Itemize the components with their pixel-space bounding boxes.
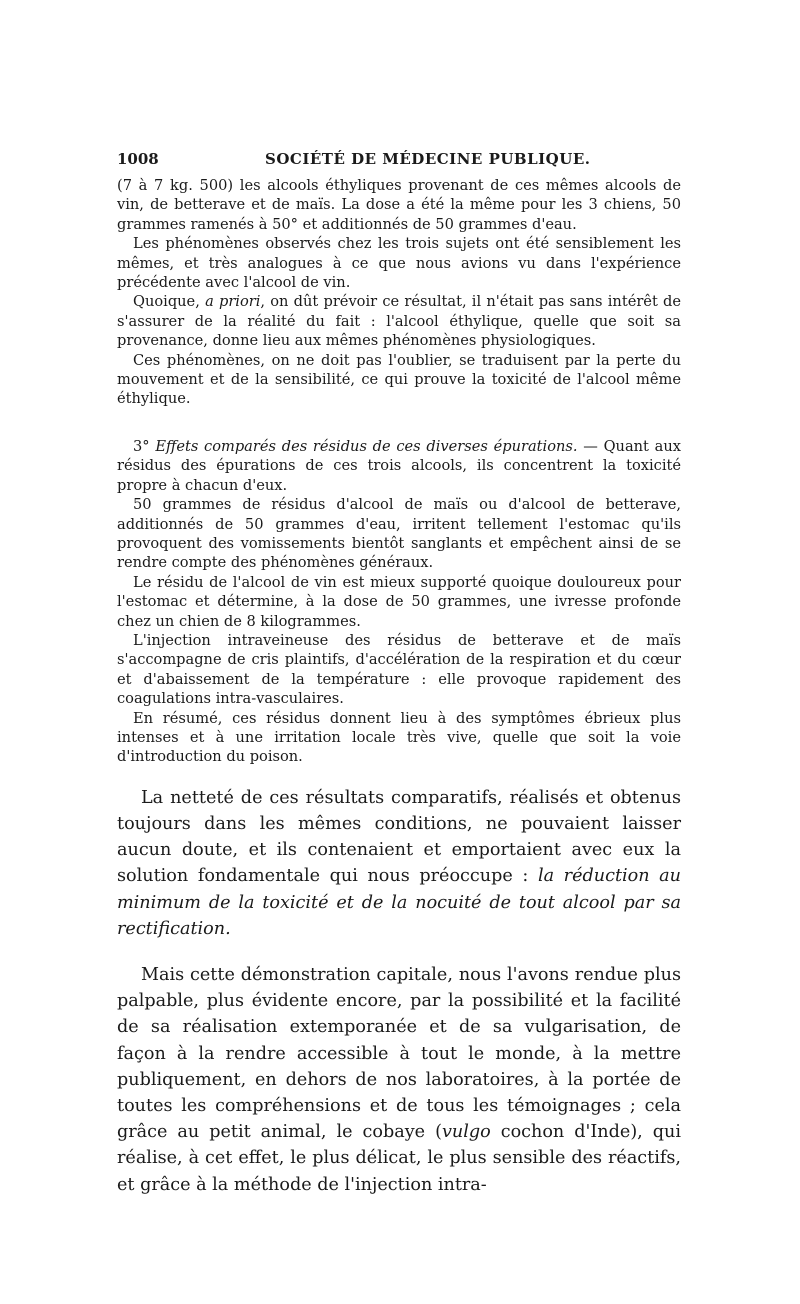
running-title: SOCIÉTÉ DE MÉDECINE PUBLIQUE.	[265, 150, 591, 168]
paragraph-4: Ces phénomènes, on ne doit pas l'oublier, se traduisent par la perte du mouvement et de la sensibilité, ce qui prouve la toxicité de l'alcool même éthylique.	[117, 351, 681, 408]
paragraph-6: 50 grammes de résidus d'alcool de maïs ou d'alcool de betterave, additionnés de 50 grammes d'eau, irritent tellement l'estomac qu'ils provoquent des vomissements bientôt sanglants et empêchent ainsi de se rendre compte des phénomènes généraux.	[117, 496, 681, 572]
document-page	[117, 150, 681, 1198]
page-number: 1008	[117, 150, 159, 168]
paragraph-9: En résumé, ces résidus donnent lieu à des symptômes ébrieux plus intenses et à une irritation locale très vive, quelle que soit la voie d'introduction du poison.	[117, 709, 681, 766]
section-3-paragraph	[117, 437, 681, 495]
paragraph-3-text-b: , on dût prévoir ce résultat, il n'était pas sans intérêt de s'assurer de la réalité du fait : l'alcool éthylique, quelle que soit sa provenance, donne lieu aux mêmes phénomènes physiologiques.	[117, 293, 681, 350]
paragraph-11-emphasis: vulgo	[441, 1122, 491, 1143]
section-title: Effets comparés des résidus de ces diverses épurations.	[155, 437, 578, 455]
section-3-text: — Quant aux résidus des épurations de ces trois alcools, ils concentrent la toxicité propre à chacun d'eux.	[117, 437, 681, 494]
paragraph-3	[117, 292, 681, 350]
section-number: 3°	[133, 437, 156, 455]
paragraph-3-text-a: Quoique,	[133, 293, 206, 311]
paragraph-3-emphasis: a priori	[205, 293, 261, 311]
paragraph-7: Le résidu de l'alcool de vin est mieux supporté quoique douloureux pour l'estomac et détermine, à la dose de 50 grammes, une ivresse profonde chez un chien de 8 kilogrammes.	[117, 573, 681, 630]
main-text-section	[117, 785, 681, 1198]
paragraph-11-text-b: cochon d'Inde), qui réalise, à cet effet, le plus délicat, le plus sensible des réactifs, et grâce à la méthode de l'injection intra-	[117, 1122, 681, 1195]
paragraph-10	[117, 785, 681, 942]
paragraph-8: L'injection intraveineuse des résidus de betterave et de maïs s'accompagne de cris plaintifs, d'accélération de la respiration et du cœur et d'abaissement de la température : elle provoque rapidement des coagulations intra-vasculaires.	[117, 631, 681, 708]
paragraph-11	[117, 962, 681, 1198]
paragraph-10-emphasis: la réduction au minimum de la toxicité et de la nocuité de tout alcool par sa rectification.	[117, 866, 681, 939]
paragraph-2: Les phénomènes observés chez les trois sujets ont été sensiblement les mêmes, et très analogues à ce que nous avions vu dans l'expérience précédente avec l'alcool de vin.	[117, 235, 681, 292]
running-header	[117, 150, 681, 176]
small-print-section	[117, 176, 681, 767]
paragraph-11-text-a: Mais cette démonstration capitale, nous l'avons rendue plus palpable, plus évidente encore, par la possibilité et la facilité de sa réalisation extemporanée et de sa vulgarisation, de façon à la rendre accessible à tout le monde, à la mettre publiquement, en dehors de nos laboratoires, à la portée de toutes les compréhensions et de tous les témoignages ; cela grâce au petit animal, le cobaye (	[117, 965, 681, 1143]
paragraph-10-text: La netteté de ces résultats comparatifs, réalisés et obtenus toujours dans les mêmes conditions, ne pouvaient laisser aucun doute, et ils contenaient et emportaient avec eux la solution fondamentale qui nous préoccupe :	[117, 787, 681, 887]
paragraph-1: (7 à 7 kg. 500) les alcools éthyliques provenant de ces mêmes alcools de vin, de betterave et de maïs. La dose a été la même pour les 3 chiens, 50 grammes ramenés à 50° et additionnés de 50 grammes d'eau.	[117, 177, 681, 233]
